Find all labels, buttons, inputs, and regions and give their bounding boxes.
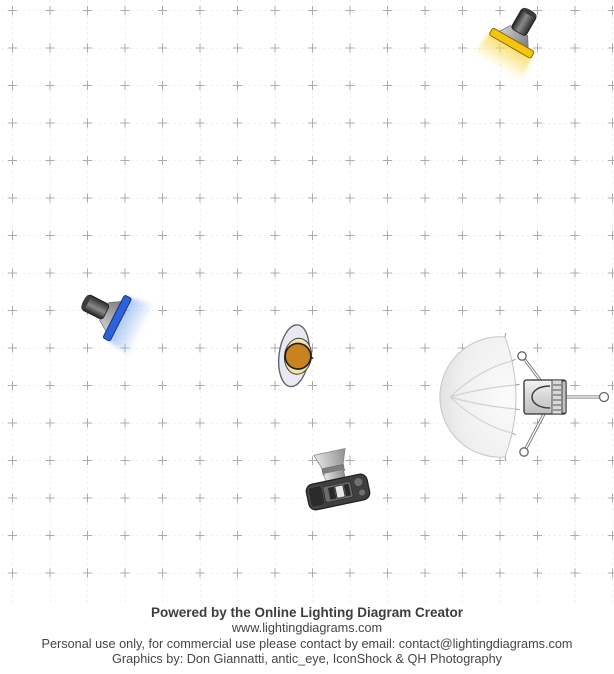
stand-foot [600, 393, 609, 402]
strobe-head [524, 380, 566, 414]
stand-foot [518, 352, 526, 360]
stand-foot [520, 448, 528, 456]
footer-license: Personal use only, for commercial use please contact by email: contact@lightingdiagrams.com [41, 636, 573, 651]
footer-graphics-credit: Graphics by: Don Giannatti, antic_eye, IconShock & QH Photography [112, 652, 502, 666]
footer-credits [0, 605, 614, 668]
footer-website: www.lightingdiagrams.com [231, 621, 383, 635]
footer-powered-by: Powered by the Online Lighting Diagram Creator [150, 605, 464, 620]
